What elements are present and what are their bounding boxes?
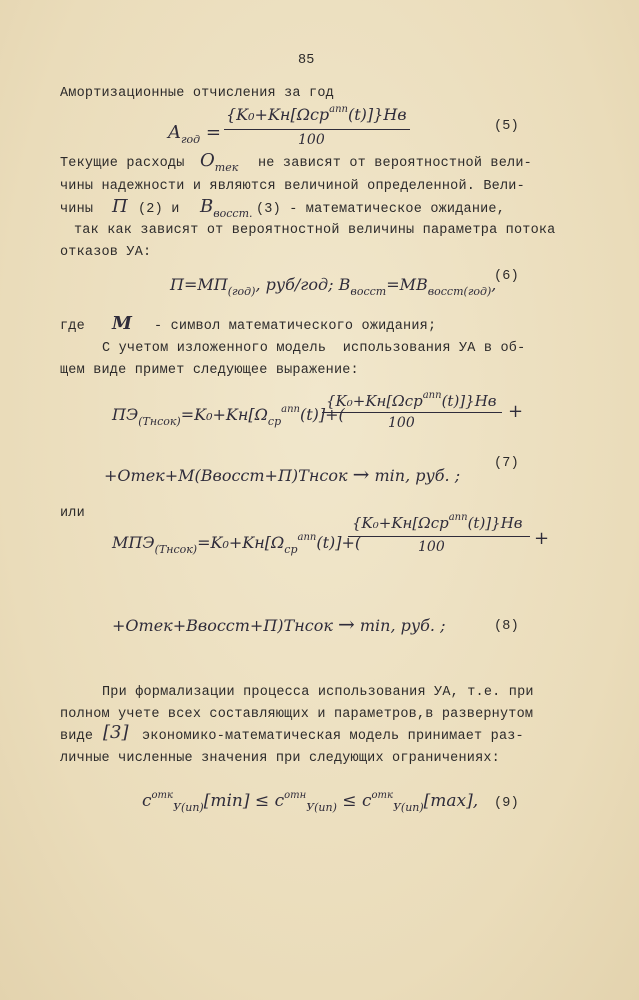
formula-8-line-2: +Oтек+Bвосст+П)Tнсок → min, руб. ; — [112, 612, 446, 636]
formula-9: $c^{отк}_{У(ип)}[\min] \le c^{отн}_{У(ип)} \le c^{отк}_{У(ип)}[\max]$, — [142, 790, 479, 814]
page-number: 85 — [298, 53, 315, 68]
equation-number-6: (6) — [494, 269, 519, 284]
equation-number-8: (8) — [494, 619, 519, 634]
formula-5-lhs-sub: год — [181, 133, 201, 146]
text-line-11: При формализации процесса использования УА, т.е. при — [102, 685, 534, 700]
formula-6: $П=МП_{(год)}$, руб/год; $B_{восст}=MB_{восст(год)}$, — [170, 275, 497, 298]
text-line-9: щем виде примет следующее выражение: — [60, 363, 359, 378]
text-line-3: чины надежности и являются величиной определенной. Вели- — [60, 179, 525, 194]
formula-7-line-2: +Oтек+M(Bвосст+П)Tнсок → min, руб. ; — [104, 462, 461, 486]
symbol-B-vosst: $B_{восст.}$ — [200, 196, 253, 220]
text-line-7a: где — [60, 319, 85, 334]
formula-8-fraction-bar — [348, 536, 530, 537]
formula-5-sup: апп — [329, 104, 348, 115]
formula-5-lhs: A — [168, 122, 181, 143]
formula-7-fraction-bar — [322, 412, 502, 413]
text-line-4b: (2) и — [138, 202, 180, 217]
text-line-13b: экономико-математическая модель принимает раз- — [142, 729, 524, 744]
formula-5-numerator: {K₀+Kн[Ωср — [226, 105, 330, 124]
formula-5-fraction-bar — [224, 129, 410, 130]
text-line-4c: (3) - математическое ожидание, — [256, 202, 506, 217]
text-line-6: отказов УА: — [60, 245, 152, 260]
text-line-4a: чины — [60, 202, 94, 217]
equation-number-5: (5) — [494, 119, 519, 134]
text-line-7b: - символ математического ожидания; — [154, 319, 437, 334]
text-line-8: С учетом изложенного модель использования УА в об- — [102, 341, 526, 356]
scanned-page: 85 Амортизационные отчисления за год $A_{год}$ = {K₀+Kн[Ωср$^{апп}$(t)]}Hв 100 (5) Текущие расходы $O_{тек}$ не зависят от вероятностной вели- чины надежности и являются величиной определенной. Вели- чины П (2) и $B_{восст.}$ (3) - математическое ожидание, так как зависят от вероятностной величины параметра потока отказов УА: $П=МП_{(год)}$, руб/год; $B_{восст}=MB_{восст(год)}$, (6) где M - символ математического ожидания; С учетом изложенного модель использования УА в об- щем виде примет следующее выражение: $ПЭ_{(Tнсок)}=K_0+Kн[\Omega_{ср}^{апп}(t)]+$( {K₀+Kн[Ωср$^{апп}$(t)]}Hв 100 + +Oтек+M(Bвосст+П)Tнсок → min, руб. ; (7) или $МПЭ_{(Tнсок)}=K_0+Kн[\Omega_{ср}^{апп}(t)]+$( {K₀+Kн[Ωср$^{апп}$(t)]}Hв 100 + +Oтек+Bвосст+П)Tнсок → min, руб. ; (8) При формализации процесса использования УА, т.е. при полном учете всех составляющих и параметров,в развернутом виде [3] экономико-математическая модель принимает раз- личные численные значения при следующих ограничениях: $c^{отк}_{У(ип)}[\min] \le c^{отн}_{У(ип)} \le c^{отк}_{У(ип)}[\max]$, (9) — [0, 0, 639, 1000]
text-line-14: личные численные значения при следующих ограничениях: — [60, 751, 500, 766]
symbol-M: M — [112, 313, 132, 334]
reference-3: [3] — [103, 722, 129, 743]
equation-number-7: (7) — [494, 456, 519, 471]
text-line-1: Амортизационные отчисления за год — [60, 86, 334, 101]
text-line-2a: Текущие расходы — [60, 156, 185, 171]
equation-number-9: (9) — [494, 796, 519, 811]
text-line-13a: виде — [60, 729, 94, 744]
text-line-2b: не зависят от вероятностной вели- — [258, 156, 532, 171]
symbol-P: П — [112, 196, 128, 217]
formula-5-denominator: 100 — [298, 132, 325, 148]
text-line-5: так как зависят от вероятностной величины параметра потока — [74, 223, 556, 238]
text-line-12: полном учете всех составляющих и параметров,в развернутом — [60, 707, 534, 722]
symbol-O-tek: $O_{тек}$ — [200, 150, 239, 174]
formula-5-numerator-b: (t)]}Hв — [348, 105, 407, 124]
text-line-10: или — [60, 506, 85, 521]
